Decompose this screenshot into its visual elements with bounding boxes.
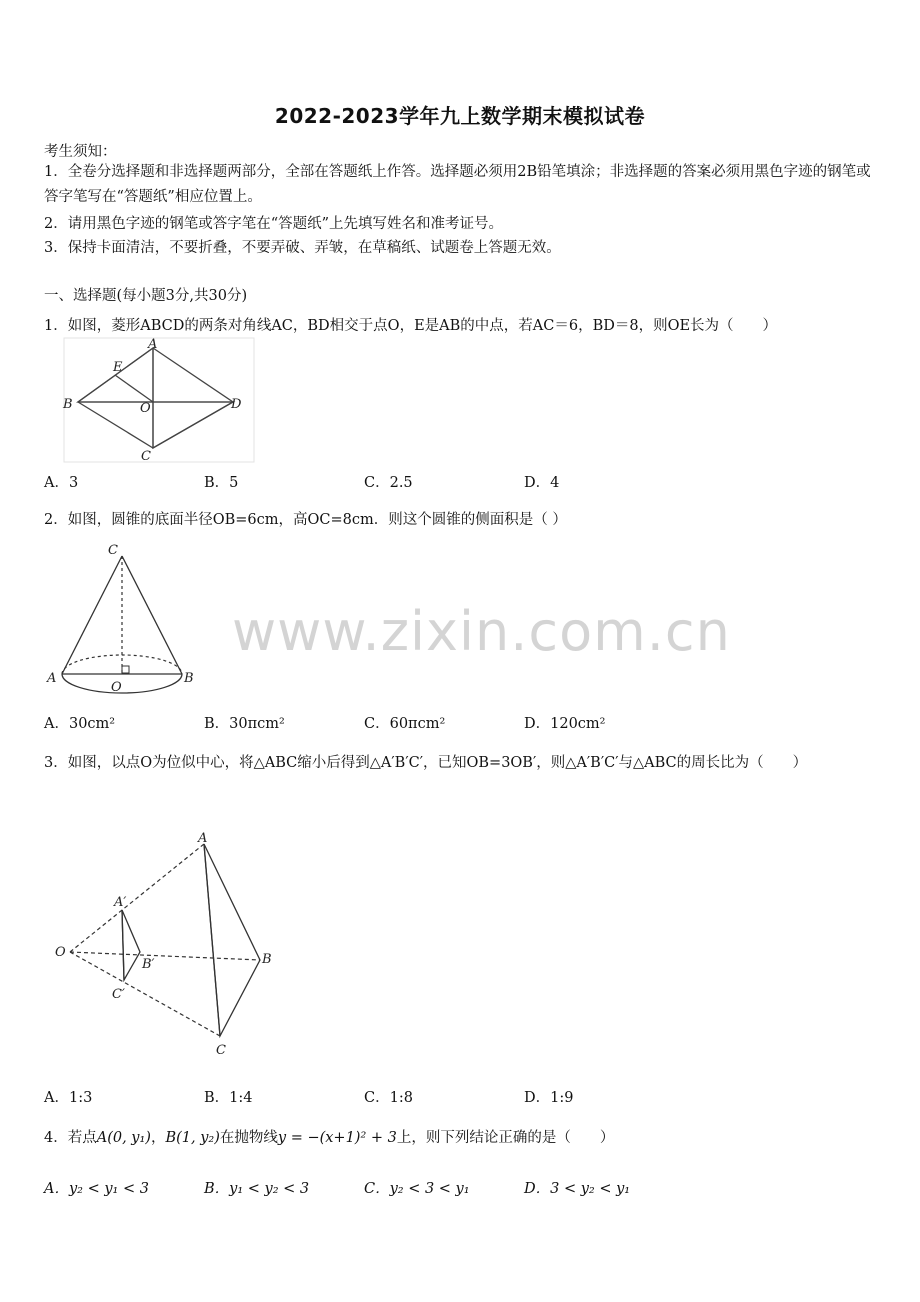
label-C-prime: C′ (112, 987, 125, 1002)
segment-OE (115, 375, 153, 402)
label-B-prime: B′ (142, 957, 155, 972)
q2-option-d[interactable]: D．120cm² (524, 716, 606, 732)
q4-point-b: B(1, y₂) (165, 1130, 220, 1146)
label-O: O (55, 945, 66, 960)
figure-frame (64, 338, 254, 462)
q4-parabola: y = −(x+1)² + 3 (277, 1130, 397, 1146)
label-C: C (108, 543, 118, 558)
q4-prefix: 4．若点 (44, 1130, 97, 1146)
label-C: C (141, 449, 151, 464)
rhombus-outline (78, 348, 233, 448)
q1-option-d[interactable]: D．4 (524, 475, 560, 491)
ray-OB (70, 952, 260, 960)
label-O: O (111, 680, 122, 695)
triangle-A'B'C' (122, 910, 140, 980)
q3-option-b[interactable]: B．1:4 (204, 1090, 253, 1106)
watermark: www.zixin.com.cn (232, 600, 731, 663)
question-4-options (0, 1177, 920, 1197)
notice-heading: 考生须知： (44, 144, 117, 160)
q2-option-c[interactable]: C．60πcm² (364, 716, 446, 732)
section-heading: 一、选择题(每小题3分,共30分) (44, 288, 248, 304)
side-A'C' (122, 910, 124, 980)
ray-OA (70, 844, 204, 952)
rhombus-figure (58, 336, 258, 464)
question-1-options (0, 471, 920, 491)
label-A-prime: A′ (114, 895, 127, 910)
q4-point-a: A(0, y₁) (96, 1130, 151, 1146)
cone-figure (44, 538, 204, 700)
label-D: D (231, 397, 242, 412)
q3-option-c[interactable]: C．1:8 (364, 1090, 413, 1106)
q1-option-c[interactable]: C．2.5 (364, 475, 413, 491)
question-3-options (0, 1086, 920, 1106)
label-A: A (148, 337, 158, 352)
label-C: C (216, 1043, 226, 1058)
notice-item-1: 1．全卷分选择题和非选择题两部分，全部在答题纸上作答。选择题必须用2B铅笔填涂；非选择题的答案必须用黑色字迹的钢笔或答字笔写在“答题纸”相应位置上。 (44, 164, 871, 205)
q4-option-b[interactable]: B．y₁ < y₂ < 3 (204, 1181, 310, 1197)
homothety-figure (50, 826, 290, 1066)
rhombus-ABCD (78, 348, 233, 448)
q1-option-a[interactable]: A．3 (44, 475, 79, 491)
label-A: A (47, 671, 57, 686)
q1-option-b[interactable]: B．5 (204, 475, 239, 491)
cone-base-front (62, 674, 182, 693)
label-E: E (113, 360, 123, 375)
cone-left-edge (62, 556, 122, 674)
cone-right-edge (122, 556, 182, 674)
q3-option-a[interactable]: A．1:3 (44, 1090, 93, 1106)
label-A: A (198, 831, 208, 846)
q2-option-a[interactable]: A．30cm² (44, 716, 116, 732)
right-angle-mark (122, 666, 129, 673)
notice-item-3: 3．保持卡面清洁，不要折叠，不要弄破、弄皱，在草稿纸、试题卷上答题无效。 (44, 240, 561, 256)
q4-option-a[interactable]: A．y₂ < y₁ < 3 (44, 1181, 149, 1197)
q4-option-c[interactable]: C．y₂ < 3 < y₁ (364, 1181, 470, 1197)
question-1-stem: 1．如图，菱形ABCD的两条对角线AC，BD相交于点O，E是AB的中点，若AC＝6，BD＝8，则OE长为（ ） (44, 318, 778, 334)
label-O: O (140, 401, 151, 416)
question-2-options (0, 712, 920, 732)
question-3-stem: 3．如图，以点O为位似中心，将△ABC缩小后得到△A′B′C′，已知OB=3OB′，则△A′B′C′与△ABC的周长比为（ ） (44, 755, 808, 771)
label-B: B (184, 671, 194, 686)
q2-option-b[interactable]: B．30πcm² (204, 716, 285, 732)
question-2-stem: 2．如图，圆锥的底面半径OB=6cm，高OC=8cm．则这个圆锥的侧面积是（ ） (44, 512, 567, 528)
label-B: B (63, 397, 73, 412)
q3-option-d[interactable]: D．1:9 (524, 1090, 574, 1106)
q4-suffix: 上，则下列结论正确的是（ ） (396, 1130, 615, 1146)
q4-option-d[interactable]: D．3 < y₂ < y₁ (524, 1181, 631, 1197)
question-4-stem: 4．若点A(0, y₁)，B(1, y₂)在抛物线y = −(x+1)² + 3上，则下列结论正确的是（ ） (44, 1130, 615, 1146)
page-title: 2022-2023学年九上数学期末模拟试卷 (274, 104, 646, 128)
label-B: B (262, 952, 272, 967)
q4-mid: 在抛物线 (219, 1130, 278, 1146)
notice-item-2: 2．请用黑色字迹的钢笔或答字笔在“答题纸”上先填写姓名和准考证号。 (44, 216, 504, 232)
